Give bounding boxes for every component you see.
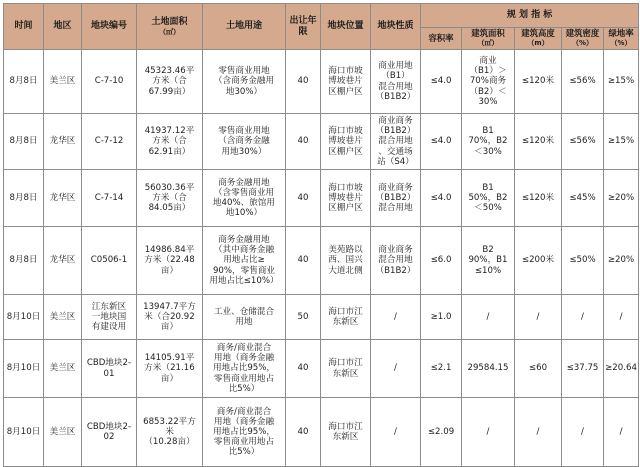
- cell-build-area-line: 50%，B2: [468, 192, 508, 203]
- cell-use: [203, 227, 286, 295]
- header-height: [515, 28, 562, 50]
- cell-nature-line: （B1B2）: [375, 126, 416, 137]
- cell-area-line: 41937.12平: [144, 126, 195, 137]
- table-row: [4, 340, 639, 398]
- cell-build-area-line: ＜50%: [474, 203, 502, 214]
- cell-build-area-line: 商业: [479, 56, 497, 67]
- cell-area: [137, 227, 203, 295]
- cell-far: ≤4.0: [421, 170, 462, 227]
- cell-height: ≤60: [515, 340, 562, 398]
- cell-build-area: [462, 170, 515, 227]
- cell-code-line: 江东新区: [91, 301, 127, 312]
- header-green: [604, 28, 639, 50]
- cell-district: 龙华区: [44, 114, 82, 170]
- cell-height: ≤120米: [515, 114, 562, 170]
- cell-code: [82, 340, 137, 398]
- cell-use-line: 用地占比95%，: [212, 363, 276, 374]
- cell-green: ≥20%: [604, 227, 639, 295]
- cell-time: 8月8日: [4, 50, 44, 114]
- cell-use-line: （其中商务金融: [213, 245, 275, 256]
- cell-years: 40: [286, 114, 321, 170]
- cell-time: 8月10日: [4, 295, 44, 340]
- cell-build-area-line: （B1）＞: [469, 66, 507, 77]
- header-green-unit: （%）: [610, 39, 632, 48]
- cell-area-line: 亩）: [160, 265, 179, 276]
- cell-district: 美兰区: [44, 340, 82, 398]
- cell-use-line: 用地30%）: [221, 146, 267, 157]
- cell-green: ≥20.64: [604, 340, 639, 398]
- header-height-label: 建筑高度: [521, 28, 555, 39]
- cell-use: [203, 50, 286, 114]
- cell-area-line: 方米（21.16: [144, 363, 195, 374]
- cell-area-line: （10.28亩）: [144, 437, 195, 448]
- cell-location-line: 大道北侧: [328, 265, 363, 276]
- cell-build-area: [462, 50, 515, 114]
- cell-use-line: 用地: [235, 317, 253, 327]
- header-height-unit: （m）: [527, 39, 549, 48]
- header-nature: 地块性质: [371, 4, 421, 50]
- cell-area-line: 方米（合: [152, 136, 187, 147]
- cell-location-line: 博坡巷片: [328, 192, 363, 203]
- cell-nature: [371, 295, 421, 340]
- cell-build-area-line: 29584.15: [467, 363, 509, 374]
- cell-code: [82, 227, 137, 295]
- cell-location-line: 海口市江: [328, 306, 363, 317]
- cell-use-line: （含零售商业用: [213, 187, 275, 198]
- cell-code: [82, 50, 137, 114]
- cell-location: [321, 114, 371, 170]
- header-district: 地区: [44, 4, 82, 50]
- cell-nature-line: /: [394, 426, 397, 437]
- cell-build-area-line: B2: [482, 245, 494, 256]
- cell-use-line: （含商务金融: [218, 136, 270, 147]
- cell-build-area-line: /: [486, 311, 490, 322]
- table-body: [4, 50, 639, 467]
- header-area: [137, 4, 203, 50]
- table-row: [4, 114, 639, 170]
- cell-use-line: 商务/商业混合: [216, 343, 272, 354]
- cell-area-line: 方米（合: [152, 192, 187, 203]
- cell-height: ≤200米: [515, 227, 562, 295]
- cell-location-line: 海口市江: [328, 358, 363, 369]
- cell-location-line: 海口市江: [328, 421, 363, 432]
- cell-use: [203, 114, 286, 170]
- cell-code-line: C0506-1: [90, 255, 128, 266]
- cell-nature-line: 站（S4）: [377, 156, 414, 167]
- cell-use-line: 用地占比≤10%）: [209, 275, 279, 286]
- cell-time: 8月8日: [4, 114, 44, 170]
- cell-nature-line: 商业商务: [378, 182, 413, 193]
- table-row: [4, 398, 639, 467]
- cell-green: ≥15%: [604, 50, 639, 114]
- cell-use-line: 比5%）: [228, 447, 260, 458]
- cell-use-line: 商务金融用地: [218, 177, 270, 188]
- cell-density: /: [562, 398, 604, 467]
- cell-location-line: 区棚户区: [328, 146, 363, 157]
- table-row: [4, 295, 639, 340]
- header-time: 时间: [4, 4, 44, 50]
- cell-build-area-line: /: [486, 426, 490, 437]
- cell-area: [137, 398, 203, 467]
- header-planning: 规 划 指 标: [421, 4, 639, 28]
- cell-far: ≤2.1: [421, 340, 462, 398]
- cell-area: [137, 114, 203, 170]
- cell-location-line: 海口市坡: [328, 126, 363, 137]
- cell-location: [321, 295, 371, 340]
- cell-far: ≥1.0: [421, 295, 462, 340]
- cell-density: ≤56%: [562, 114, 604, 170]
- cell-area: [137, 50, 203, 114]
- cell-use-line: 用地（商务金融: [213, 353, 275, 364]
- header-density-unit: （%）: [571, 39, 593, 48]
- header-years: 出让年限: [286, 4, 321, 50]
- cell-time: 8月8日: [4, 170, 44, 227]
- cell-build-area: [462, 227, 515, 295]
- cell-nature-line: （B1B2）: [375, 91, 416, 102]
- cell-area-line: 84.05亩）: [148, 203, 191, 214]
- cell-density: ≤56%: [562, 50, 604, 114]
- cell-time: 8月10日: [4, 398, 44, 467]
- cell-use-line: 地30%）: [225, 86, 263, 97]
- cell-area-line: 方米（合: [152, 76, 187, 87]
- cell-location-line: 博坡巷片: [328, 136, 363, 147]
- cell-use: [203, 398, 286, 467]
- header-area-label: 土地面积: [151, 17, 188, 28]
- cell-nature-line: 混合用地: [378, 136, 413, 147]
- cell-nature-line: /: [394, 311, 397, 322]
- cell-time: 8月10日: [4, 340, 44, 398]
- cell-build-area: [462, 340, 515, 398]
- cell-district: 美兰区: [44, 295, 82, 340]
- cell-location-line: 西、国兴: [328, 255, 363, 266]
- cell-build-area-line: 70%商务: [469, 76, 507, 87]
- cell-location-line: 海口市坡: [328, 66, 363, 77]
- cell-nature-line: 商业商务: [378, 245, 413, 256]
- cell-build-area: [462, 295, 515, 340]
- table-row: [4, 50, 639, 114]
- cell-green: /: [604, 398, 639, 467]
- cell-nature-line: （B1B2）: [375, 265, 416, 276]
- cell-code: [82, 114, 137, 170]
- cell-use: [203, 295, 286, 340]
- cell-location: [321, 227, 371, 295]
- cell-build-area-line: ≤10%: [474, 265, 502, 276]
- cell-area: [137, 340, 203, 398]
- cell-area-line: 14986.84平: [144, 245, 195, 256]
- cell-nature-line: /: [394, 363, 397, 374]
- cell-nature-line: 商业用地: [378, 61, 413, 72]
- cell-nature: [371, 340, 421, 398]
- cell-use-line: 地10%）: [225, 208, 263, 219]
- cell-height: /: [515, 398, 562, 467]
- cell-area-line: 米（合20.92: [144, 311, 195, 322]
- header-far: 容积率: [421, 28, 462, 50]
- cell-nature: [371, 114, 421, 170]
- cell-code-line: 有建设用: [91, 322, 127, 333]
- cell-nature-line: 混合用地: [378, 203, 413, 214]
- cell-location-line: 区棚户区: [328, 203, 363, 214]
- cell-location: [321, 170, 371, 227]
- cell-nature-line: 混合用地: [378, 81, 413, 92]
- cell-use-line: 零售商业用地: [218, 66, 270, 77]
- header-location: 地块位置: [321, 4, 371, 50]
- cell-area-line: 14105.91平: [144, 353, 195, 364]
- cell-far: ≤4.0: [421, 114, 462, 170]
- cell-code-line: CBD地块2-: [86, 358, 132, 369]
- cell-use: [203, 340, 286, 398]
- cell-nature-line: （B1）: [381, 71, 410, 82]
- cell-use-line: （含商务金融用: [213, 76, 275, 87]
- cell-nature: [371, 398, 421, 467]
- header-density-label: 建筑密度: [565, 28, 600, 39]
- cell-build-area-line: 70%，B2: [468, 136, 508, 147]
- cell-use-line: 零售商业用地: [218, 126, 270, 137]
- cell-location-line: 区棚户区: [328, 86, 363, 97]
- cell-green: /: [604, 295, 639, 340]
- cell-nature-line: 混合用地: [378, 255, 413, 266]
- cell-build-area: [462, 398, 515, 467]
- cell-density: /: [562, 295, 604, 340]
- cell-code: [82, 398, 137, 467]
- cell-years: 40: [286, 398, 321, 467]
- cell-location-line: 博坡巷片: [328, 76, 363, 87]
- cell-location: [321, 340, 371, 398]
- cell-far: ≤4.0: [421, 50, 462, 114]
- cell-green: ≥15%: [604, 114, 639, 170]
- cell-area-line: 62.91亩）: [148, 146, 191, 157]
- cell-location-line: 海口市坡: [328, 182, 363, 193]
- cell-build-area-line: 30%: [478, 96, 498, 107]
- cell-build-area-line: （B2）＜: [469, 86, 507, 97]
- cell-nature-line: （B1B2）: [375, 192, 416, 203]
- cell-location-line: 美苑路以: [328, 245, 363, 256]
- cell-area-line: 67.99亩）: [148, 86, 191, 97]
- cell-code-line: 一地块国: [91, 311, 127, 322]
- cell-use-line: 零售商业用地占: [213, 437, 275, 448]
- cell-height: /: [515, 295, 562, 340]
- cell-district: 龙华区: [44, 170, 82, 227]
- cell-code-line: CBD地块2-: [86, 421, 132, 432]
- cell-build-area: [462, 114, 515, 170]
- cell-green: ≥20%: [604, 170, 639, 227]
- cell-far: ≤2.09: [421, 398, 462, 467]
- cell-build-area-line: ＜30%: [474, 146, 502, 157]
- cell-code-line: C-7-12: [94, 136, 124, 147]
- table-row: [4, 227, 639, 295]
- cell-nature: [371, 227, 421, 295]
- cell-use-line: 用地占比95%，: [212, 426, 276, 437]
- cell-location-line: 东新区: [332, 317, 359, 327]
- cell-use-line: 比5%）: [228, 383, 260, 394]
- header-use: 土地用途: [203, 4, 286, 50]
- cell-code-line: 02: [103, 432, 115, 442]
- table-header: [4, 4, 639, 50]
- cell-years: 40: [286, 170, 321, 227]
- cell-use-line: 90%，零售商业: [212, 265, 276, 276]
- cell-location: [321, 398, 371, 467]
- cell-district: 美兰区: [44, 50, 82, 114]
- cell-district: 美兰区: [44, 398, 82, 467]
- cell-nature: [371, 170, 421, 227]
- cell-area-line: 6853.22平方: [143, 416, 196, 427]
- land-transfer-table: [3, 3, 639, 467]
- cell-height: ≤120米: [515, 170, 562, 227]
- cell-code-line: C-7-10: [94, 76, 124, 87]
- cell-area-line: 13947.7平方: [143, 301, 196, 312]
- cell-height: ≤120米: [515, 50, 562, 114]
- cell-location-line: 东新区: [332, 368, 359, 379]
- cell-nature: [371, 50, 421, 114]
- cell-use-line: 地40%、旅馆用: [212, 198, 276, 208]
- cell-area: [137, 295, 203, 340]
- cell-use-line: 用地占比≥: [223, 255, 265, 266]
- cell-nature-line: 、交通场: [378, 146, 413, 157]
- cell-code: [82, 170, 137, 227]
- cell-location: [321, 50, 371, 114]
- cell-area-line: 45323.46平: [144, 66, 195, 77]
- header-build-area-unit: （㎡）: [477, 39, 499, 48]
- cell-code: [82, 295, 137, 340]
- cell-code-line: 01: [103, 368, 115, 379]
- cell-years: 50: [286, 295, 321, 340]
- cell-years: 40: [286, 340, 321, 398]
- cell-use-line: 商务金融用地: [218, 235, 270, 246]
- cell-years: 40: [286, 50, 321, 114]
- cell-area-line: 亩）: [160, 373, 179, 384]
- cell-code-line: C-7-14: [94, 192, 124, 203]
- cell-area-line: 56030.36平: [144, 182, 195, 193]
- cell-far: ≤6.0: [421, 227, 462, 295]
- cell-density: ≤50%: [562, 227, 604, 295]
- cell-build-area-line: 90%，B1: [468, 255, 508, 266]
- header-code: 地块编号: [82, 4, 137, 50]
- header-build-area: [462, 28, 515, 50]
- cell-use: [203, 170, 286, 227]
- header-green-label: 绿地率: [608, 28, 634, 39]
- header-density: [562, 28, 604, 50]
- cell-use-line: 零售商业用地占: [213, 373, 275, 384]
- cell-location-line: 东新区: [332, 432, 359, 442]
- cell-use-line: 用地（商务金融: [213, 416, 275, 427]
- cell-use-line: 商务/商业混合: [216, 406, 272, 417]
- cell-area-line: 米: [165, 426, 174, 437]
- header-area-unit: （㎡）: [159, 27, 180, 36]
- cell-nature-line: 商业商务: [378, 116, 413, 127]
- header-build-area-label: 建筑面积: [471, 28, 505, 39]
- cell-use-line: 工业、仓储混合: [213, 306, 275, 317]
- cell-area-line: 亩）: [160, 322, 179, 333]
- cell-area: [137, 170, 203, 227]
- cell-density: ≤37.75: [562, 340, 604, 398]
- cell-build-area-line: B1: [482, 182, 494, 193]
- cell-time: 8月8日: [4, 227, 44, 295]
- cell-district: 龙华区: [44, 227, 82, 295]
- cell-build-area-line: B1: [482, 126, 494, 137]
- table-row: [4, 170, 639, 227]
- cell-density: ≤45%: [562, 170, 604, 227]
- cell-years: 40: [286, 227, 321, 295]
- cell-area-line: 方米（22.48: [144, 255, 195, 266]
